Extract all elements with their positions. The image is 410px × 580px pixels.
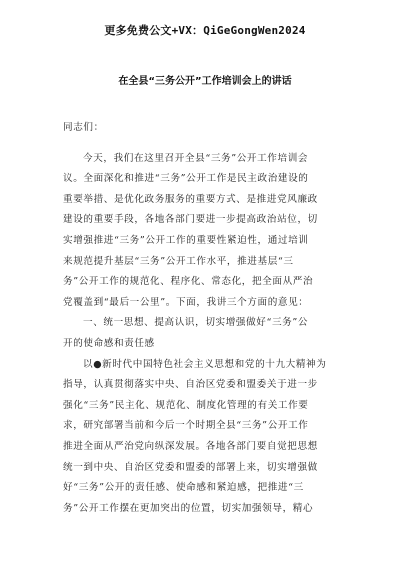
paragraph-line: 务”公开工作的规范化、程序化、常态化，把全面从严治 [63,276,314,288]
paragraph-line: 党覆盖到“最后一公里”。下面，我讲三个方面的意见： [63,296,309,308]
promo-banner: 更多免费公文+VX：QiGeGongWen2024 [104,24,306,37]
paragraph-line: 来规范提升基层“三务”公开工作水平，推进基层“三 [63,255,294,267]
paragraph-line: 重要举措、是优化政务服务的重要方式、是推进党风廉政 [63,193,318,205]
salutation: 同志们： [63,122,104,133]
paragraph-line: 实增强推进“三务”公开工作的重要性紧迫性，通过培训 [63,234,309,246]
paragraph-line: 指导，认真贯彻落实中央、自治区党委和盟委关于进一步 [63,379,318,391]
document-body [63,118,353,519]
paragraph-line: 推进全面从严治党向纵深发展。各地各部门要自觉把思想 [63,440,318,452]
document-title: 在全县“三务公开”工作培训会上的讲话 [118,76,292,87]
section-heading-line: 开的使命感和责任感 [63,337,155,349]
paragraph-line: 建设的重要手段，各地各部门要进一步提高政治站位，切 [63,214,318,226]
paragraph-line: 好“三务”公开的责任感、使命感和紧迫感，把推进“三 [63,482,304,494]
paragraph-line: 统一到中央、自治区党委和盟委的部署上来，切实增强做 [63,461,318,473]
paragraph-line: 强化“三务”民主化、规范化、制度化管理的有关工作要 [63,399,309,411]
paragraph-line: 务”公开工作摆在更加突出的位置，切实加强领导，精心 [63,502,314,514]
paragraph-line: 求，研究部署当前和今后一个时期全县“三务”公开工作 [63,420,309,432]
paragraph-line: 议。全面深化和推进“三务”公开工作是民主政治建设的 [63,173,309,185]
paragraph-line: 今天，我们在这里召开全县“三务”公开工作培训会 [83,152,309,164]
section-heading-line: 一、统一思想、提高认识，切实增强做好“三务”公 [83,317,309,329]
paragraph-line: 以●新时代中国特色社会主义思想和党的十九大精神为 [83,358,327,370]
